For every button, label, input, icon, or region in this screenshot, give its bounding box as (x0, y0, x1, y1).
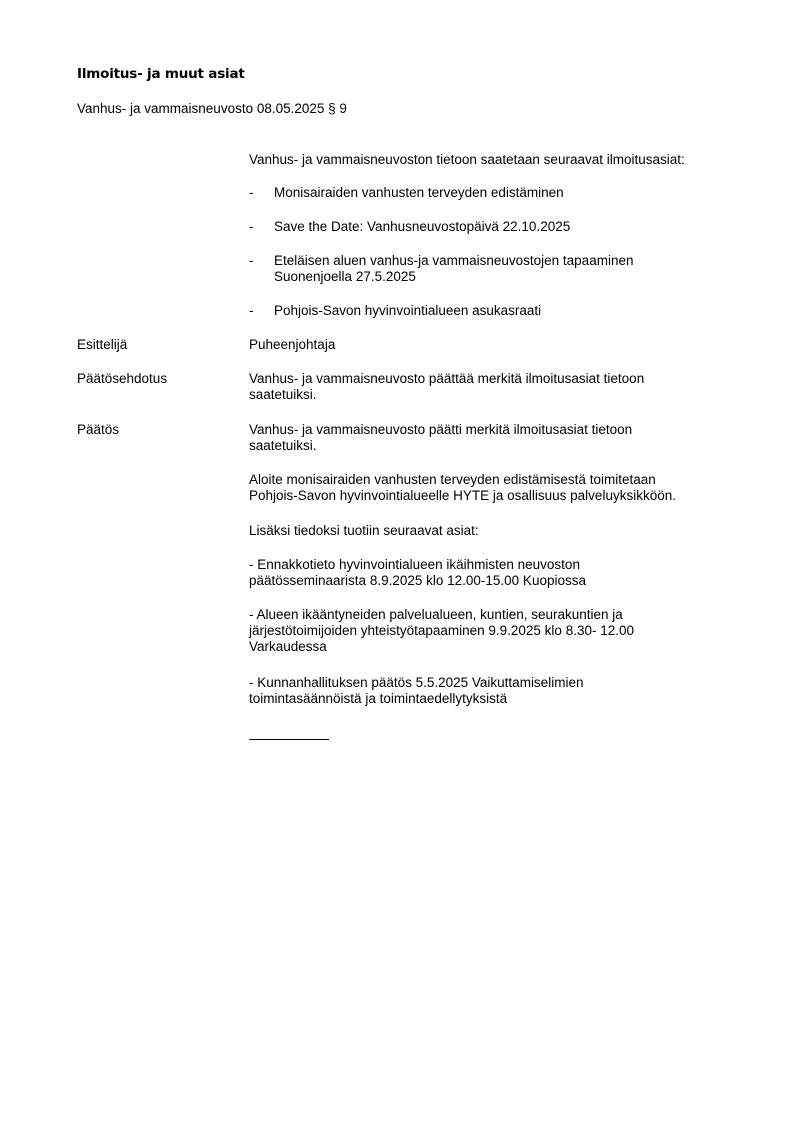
info-line: toimintasäännöistä ja toimintaedellytyksistä (249, 691, 508, 706)
info-line: - Kunnanhallituksen päätös 5.5.2025 Vaikuttamiselimien (249, 675, 584, 690)
info-line: päätösseminaarista 8.9.2025 klo 12.00-15.00 Kuopiossa (249, 573, 586, 588)
bullet-item (274, 219, 714, 235)
decision-line: Vanhus- ja vammaisneuvosto päätti merkitä ilmoitusasiat tietoon (249, 422, 633, 437)
decision-line: saatetuiksi. (249, 438, 317, 453)
decision-paragraph (249, 472, 729, 504)
bullet-line: Eteläisen aluen vanhus-ja vammaisneuvostojen tapaaminen (274, 253, 634, 268)
decision-text (249, 422, 729, 454)
bullet-item (274, 253, 714, 285)
proposal-line: Vanhus- ja vammaisneuvosto päättää merkitä ilmoitusasiat tietoon (249, 371, 645, 386)
info-item (249, 557, 729, 589)
decision-paragraph: Lisäksi tiedoksi tuotiin seuraavat asiat: (249, 523, 479, 538)
bullet-line: Save the Date: Vanhusneuvostopäivä 22.10.2025 (274, 219, 571, 234)
info-line: järjestötoimijoiden yhteistyötapaaminen 9.9.2025 klo 8.30- 12.00 (249, 623, 634, 638)
bullet-dash: - (249, 185, 254, 200)
info-line: Varkaudessa (249, 639, 327, 654)
bullet-dash: - (249, 253, 254, 268)
document-title: Ilmoitus- ja muut asiat (77, 66, 245, 82)
proposal-text (249, 371, 729, 403)
bullet-line: Pohjois-Savon hyvinvointialueen asukasraati (274, 303, 542, 318)
info-item (249, 675, 729, 707)
bullet-dash: - (249, 219, 254, 234)
proposal-label: Päätösehdotus (77, 371, 168, 386)
decision-line: Aloite monisairaiden vanhusten terveyden edistämisestä toimitetaan (249, 472, 656, 487)
proposal-line: saatetuiksi. (249, 387, 317, 402)
presenter-value: Puheenjohtaja (249, 337, 336, 352)
info-line: - Ennakkotieto hyvinvointialueen ikäihmisten neuvoston (249, 557, 580, 572)
intro-text: Vanhus- ja vammaisneuvoston tietoon saatetaan seuraavat ilmoitusasiat: (249, 152, 685, 167)
info-item (249, 607, 729, 655)
bullet-item (274, 185, 714, 201)
decision-line: Pohjois-Savon hyvinvointialueelle HYTE ja osallisuus palveluyksikköön. (249, 488, 676, 503)
end-rule (249, 739, 329, 740)
bullet-dash: - (249, 303, 254, 318)
presenter-label: Esittelijä (77, 337, 128, 352)
info-line: - Alueen ikääntyneiden palvelualueen, kuntien, seurakuntien ja (249, 607, 623, 622)
bullet-line: Suonenjoella 27.5.2025 (274, 269, 416, 284)
meeting-reference: Vanhus- ja vammaisneuvosto 08.05.2025 § 9 (77, 101, 347, 116)
decision-label: Päätös (77, 422, 120, 437)
bullet-item (274, 303, 714, 319)
bullet-line: Monisairaiden vanhusten terveyden edistäminen (274, 185, 564, 200)
